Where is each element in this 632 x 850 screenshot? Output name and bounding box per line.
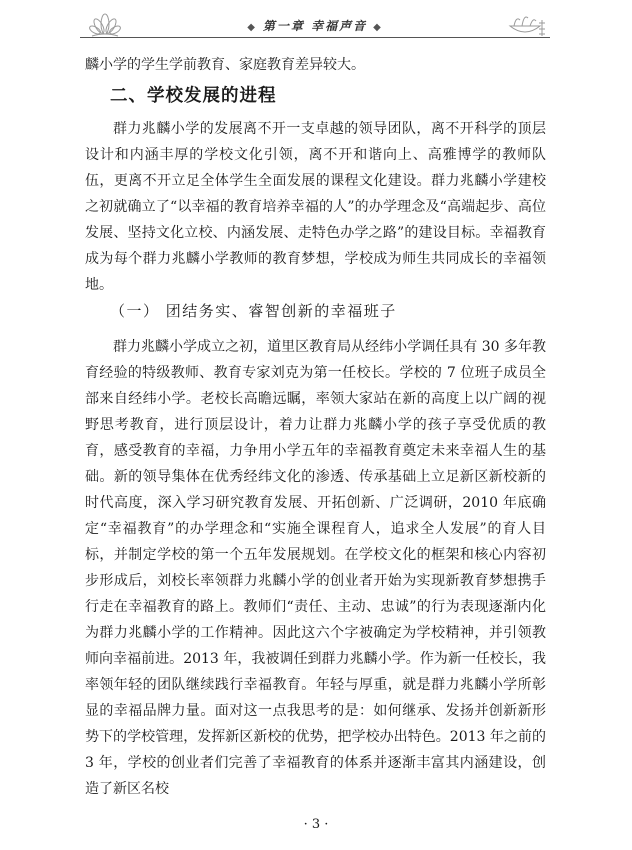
section-heading: 二、学校发展的进程: [110, 86, 277, 106]
bowl-ornament-icon: [502, 12, 548, 38]
subsection-heading: （一） 团结务实、睿智创新的幸福班子: [110, 302, 397, 320]
continuation-text: 麟小学的学生学前教育、家庭教育差异较大。: [85, 57, 365, 73]
chapter-title: 第一章 幸福声音: [262, 19, 368, 33]
running-header: [80, 10, 550, 42]
page-number: · 3 ·: [303, 817, 329, 832]
paragraph: 群力兆麟小学的发展离不开一支卓越的领导团队，离不开科学的顶层设计和内涵丰厚的学校文化引领，离不开和谐向上、高雅博学的教师队伍，更离不开立足全体学生全面发展的课程文化建设。群力兆麟小学建校之初就确立了“以幸福的教育培养幸福的人”的办学理念及“高端起步、高位发展、坚持文化立校、内涵发展、走特色办学之路”的建设目标。幸福教育成为每个群力兆麟小学教师的教育梦想，学校成为师生共同成长的幸福领地。: [85, 121, 546, 293]
header-rule: [80, 37, 550, 38]
header-ornament-left: ◆: [247, 22, 257, 33]
running-title: [80, 17, 550, 34]
paragraph: 群力兆麟小学成立之初，道里区教育局从经纬小学调任具有 30 多年教育经验的特级教师、教育专家刘克为第一任校长。学校的 7 位班子成员全部来自经纬小学。老校长高瞻远瞩，率领大家站在新的高度上以广阔的视野思考教育，进行顶层设计，着力让群力兆麟小学的孩子享受优质的教育，感受教育的幸福，力争用小学五年的幸福教育奠定未来幸福人生的基础。新的领导集体在优秀经纬文化的渗透、传承基础上立足新区新校新的时代高度，深入学习研究教育发展、开拓创新、广泛调研，2010 年底确定“幸福教育”的办学理念和“实施全课程育人，追求全人发展”的育人目标，并制定学校的第一个五年发展规划。在学校文化的框架和核心内容初步形成后，刘校长率领群力兆麟小学的创业者开始为实现新教育梦想携手行走在幸福教育的路上。教师们“责任、主动、忠诚”的行为表现逐渐内化为群力兆麟小学的工作精神。因此这六个字被确定为学校精神，并引领教师向幸福前进。2013 年，我被调任到群力兆麟小学。作为新一任校长，我率领年轻的团队继续践行幸福教育。年轻与厚重，就是群力兆麟小学所彰显的幸福品牌力量。面对这一点我思考的是：如何继承、发扬并创新新形势下的学校管理，发挥新区新校的优势，把学校办出特色。2013 年之前的 3 年，学校的创业者们完善了幸福教育的体系并逐渐丰富其内涵建设，创造了新区名校: [85, 339, 546, 797]
header-ornament-right: ◆: [373, 22, 383, 33]
